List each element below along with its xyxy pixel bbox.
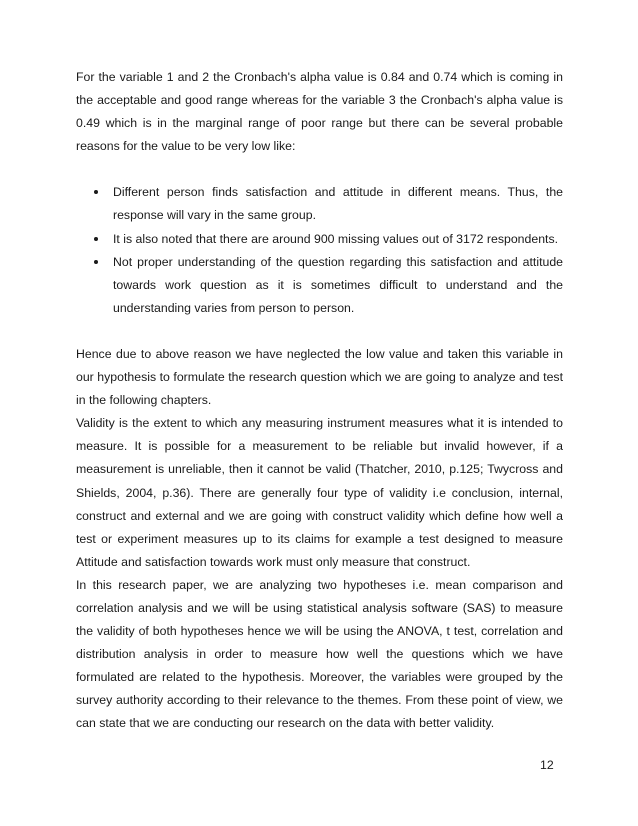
bullet-dot-icon bbox=[94, 237, 98, 241]
bullet-item bbox=[76, 228, 563, 251]
reasons-bullet-list bbox=[76, 181, 563, 320]
research-paragraph: In this research paper, we are analyzing two hypotheses i.e. mean comparison and correlation analysis and we will be using statistical analysis software (SAS) to measure the validity of both hypotheses hence we will be using the ANOVA, t test, correlation and distribution analysis in order to measure how well the questions which we have formulated are related to the hypothesis. Moreover, the variables were grouped by the survey authority according to their relevance to the themes. From these point of view, we can state that we are conducting our research on the data with better validity. bbox=[76, 577, 563, 731]
bullet-item bbox=[76, 181, 563, 227]
bullet-dot-icon bbox=[94, 260, 98, 264]
bullet-item bbox=[76, 251, 563, 320]
bullet-dot-icon bbox=[94, 190, 98, 194]
bullet-text: Not proper understanding of the question regarding this satisfaction and attitude towards work question as it is sometimes difficult to understand and the understanding varies from person to person. bbox=[113, 254, 563, 315]
bullet-text: It is also noted that there are around 900 missing values out of 3172 respondents. bbox=[113, 231, 559, 246]
validity-paragraph: Validity is the extent to which any measuring instrument measures what it is intended to measure. It is possible for a measurement to be reliable but invalid however, if a measurement is unreliable, then it cannot be valid (Thatcher, 2010, p.125; Twycross and Shields, 2004, p.36). There are generally four type of validity i.e conclusion, internal, construct and external and we are going with construct validity which define how well a test or experiment measures up to its claims for example a test designed to measure Attitude and satisfaction towards work must only measure that construct. bbox=[76, 416, 563, 569]
page-number: 12 bbox=[540, 758, 554, 772]
document-body bbox=[76, 66, 563, 736]
bullet-text: Different person finds satisfaction and attitude in different means. Thus, the response will vary in the same group. bbox=[113, 185, 563, 223]
hence-paragraph: Hence due to above reason we have neglected the low value and taken this variable in our hypothesis to formulate the research question which we are going to analyze and test in the following chapters. bbox=[76, 346, 563, 408]
intro-paragraph: For the variable 1 and 2 the Cronbach's alpha value is 0.84 and 0.74 which is coming in the acceptable and good range whereas for the variable 3 the Cronbach's alpha value is 0.49 which is in the marginal range of poor range but there can be several probable reasons for the value to be very low like: bbox=[76, 70, 563, 154]
paragraph-gap bbox=[76, 158, 563, 181]
paragraph-gap bbox=[76, 320, 563, 343]
